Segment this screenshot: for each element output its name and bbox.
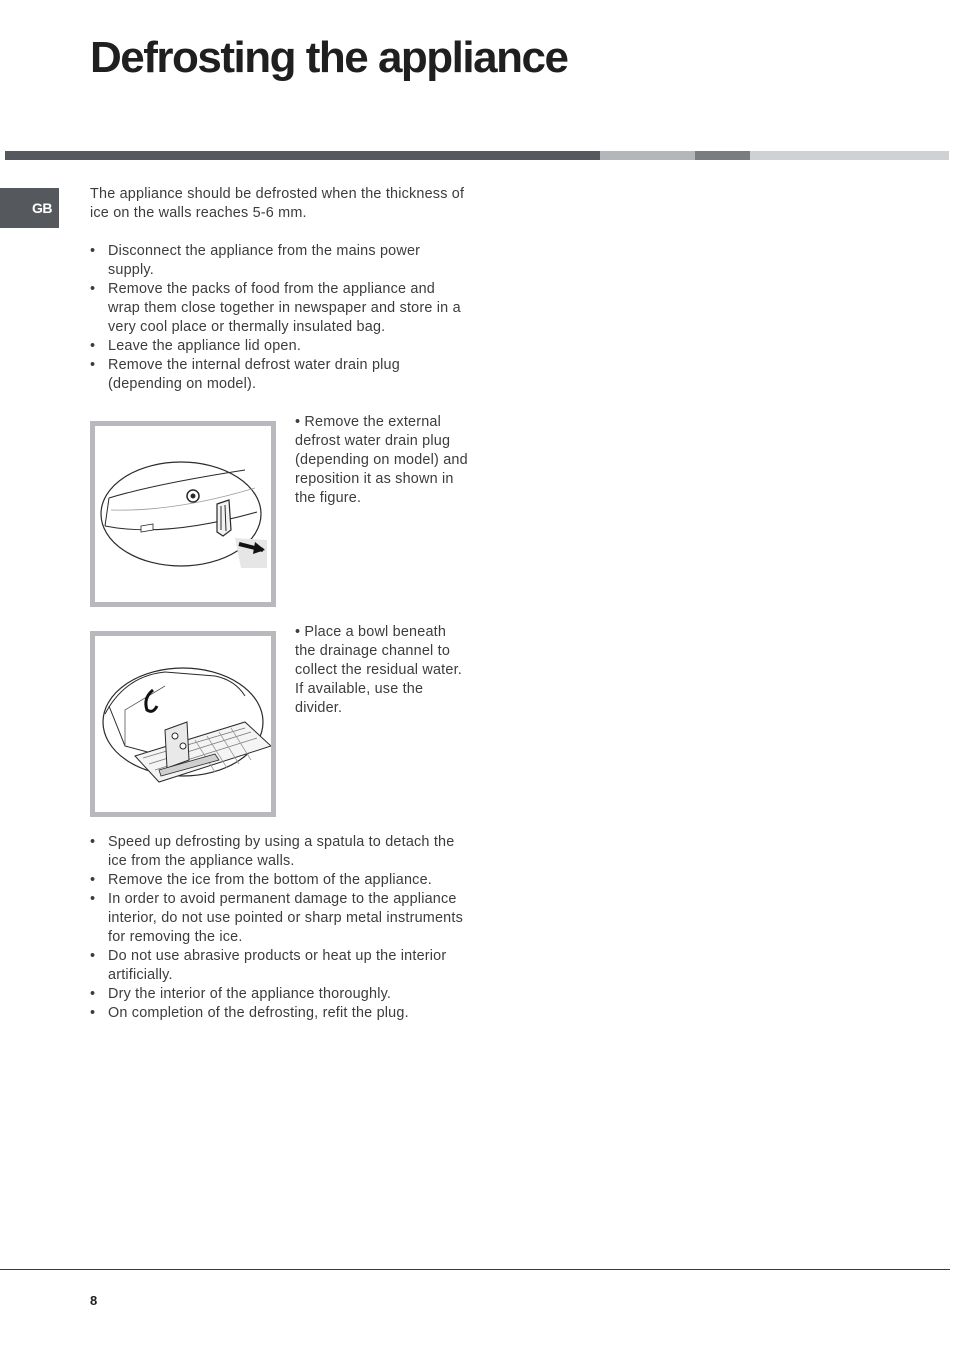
drain-bowl-caption: • Place a bowl beneath the drainage channel to collect the residual water. If available, use the divider. — [295, 624, 462, 716]
header-rule-segment-mid — [695, 151, 750, 160]
list-item: • Speed up defrosting by using a spatula to detach the ice from the appliance walls. — [90, 833, 470, 871]
drain-plug-illustration — [95, 426, 271, 602]
header-rule-segment-dark — [5, 151, 600, 160]
steps-after-list — [90, 833, 470, 1023]
page-title: Defrosting the appliance — [90, 33, 568, 82]
drain-bowl-figure — [90, 631, 276, 817]
list-item: • Remove the packs of food from the appliance and wrap them close together in newspaper and store in a very cool place or thermally insulated bag. — [90, 280, 470, 337]
list-item: • Do not use abrasive products or heat up the interior artificially. — [90, 947, 470, 985]
drain-plug-figure — [90, 421, 276, 607]
page-number: 8 — [90, 1293, 98, 1308]
list-item: • In order to avoid permanent damage to the appliance interior, do not use pointed or sharp metal instruments for removing the ice. — [90, 890, 470, 947]
list-item: • Leave the appliance lid open. — [90, 337, 470, 356]
footer-rule — [0, 1269, 950, 1270]
list-item: • On completion of the defrosting, refit the plug. — [90, 1004, 470, 1023]
list-item: • Dry the interior of the appliance thoroughly. — [90, 985, 470, 1004]
list-item: • Remove the internal defrost water drain plug (depending on model). — [90, 356, 470, 394]
drain-bowl-illustration — [95, 636, 271, 812]
header-rule-segment-pale — [750, 151, 949, 160]
header-rule-segment-light — [600, 151, 695, 160]
list-item: • Disconnect the appliance from the mains power supply. — [90, 242, 470, 280]
drain-plug-caption: • Remove the external defrost water drain plug (depending on model) and reposition it as shown in the figure. — [295, 414, 468, 506]
list-item: • Remove the ice from the bottom of the appliance. — [90, 871, 470, 890]
language-tab: GB — [0, 188, 59, 228]
steps-before-list — [90, 242, 470, 394]
intro-text: The appliance should be defrosted when the thickness of ice on the walls reaches 5-6 mm. — [90, 186, 465, 221]
